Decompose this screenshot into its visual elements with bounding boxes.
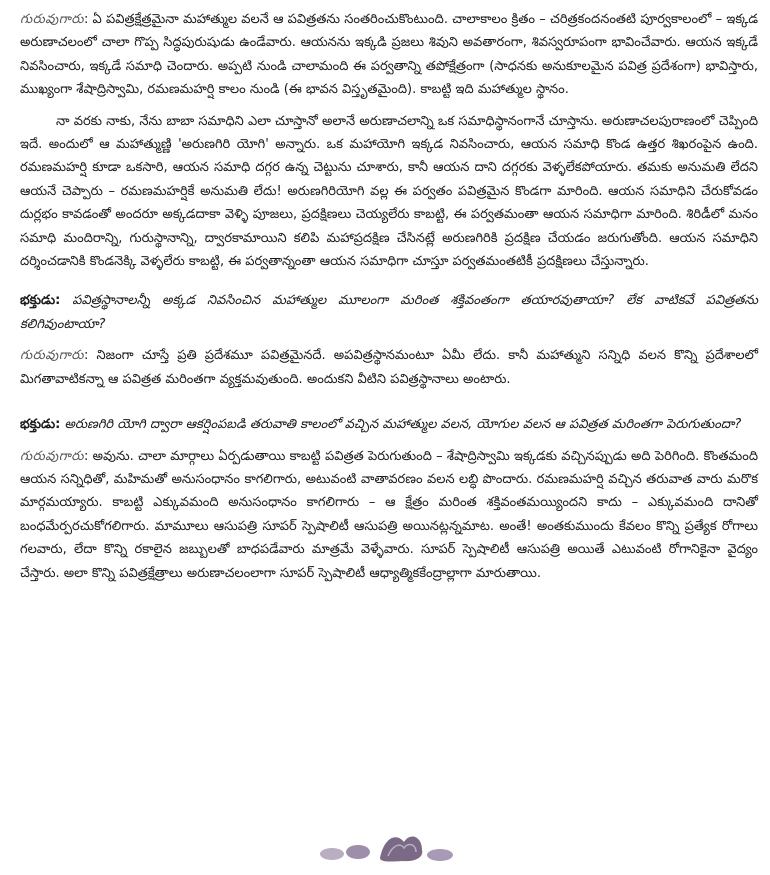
speaker-label: గురువుగారు bbox=[20, 348, 84, 364]
document-body bbox=[20, 8, 758, 585]
paragraph-text: : ఏ పవిత్రక్షేత్రమైనా మహాత్ముల వలనే ఆ పవిత్రతను సంతరించుకొంటుంది. చాలాకాలం క్రితం – చరిత్రకందనంతటి పూర్వకాలంలో – ఇక్కడ అరుణాచలంలో చాలా గొప్ప సిద్ధపురుషుడు ఉండేవారు. ఆయనను ఇక్కడి ప్రజలు శివుని అవతారంగా, శివస్వరూపంగా భావించేవారు. ఆయన ఇక్కడే నివసించారు, ఇక్కడే సమాధి చెందారు. అప్పటి నుండి చాలామంది ఈ పర్వతాన్ని తపోక్షేత్రంగా (సాధనకు అనుకూలమైన పవిత్ర ప్రదేశంగా) భావిస్తారు, ముఖ్యంగా శేషాద్రిస్వామి, రమణమహర్షి కాలం నుండి (ఈ భావన విస్తృతమైంది). కాబట్టి ఇది మహాత్ముల స్థానం. bbox=[20, 12, 758, 98]
question-2 bbox=[20, 413, 758, 436]
question-text: పవిత్రస్థానాలన్నీ అక్కడ నివసించిన మహాత్ముల మూలంగా మరింత శక్తివంతంగా తయారవుతాయా? లేక వాటికవే పవిత్రతను కలిగివుంటాయా? bbox=[20, 293, 758, 332]
answer-text: : నిజంగా చూస్తే ప్రతి ప్రదేశమూ పవిత్రమైనదే. అపవిత్రస్థానమంటూ ఏమీ లేదు. కానీ మహాత్ముని సన్నిధి వలన కొన్ని ప్రదేశాలలో మిగతావాటికన్నా ఆ పవిత్రత మరింతగా వ్యక్తమవుతుంది. అందుకని వీటిని పవిత్రస్థానాలు అంటారు. bbox=[20, 348, 758, 387]
speaker-label: గురువుగారు bbox=[20, 448, 84, 464]
speaker-label: గురువుగారు bbox=[20, 12, 84, 27]
question-1 bbox=[20, 289, 758, 336]
lotus-petals-icon bbox=[318, 828, 458, 864]
answer-text: : అవును. చాలా మార్గాలు ఏర్పడుతాయి కాబట్టి పవిత్రత పెరుగుతుంది – శేషాద్రిస్వామి ఇక్కడకు వచ్చినప్పుడు అది పెరిగింది. కొంతమంది ఆయన సన్నిధితో, మహిమతో అనుసంధానం కాగలిగారు, అటువంటి వాతావరణం వలన లబ్ధి పొందారు. రమణమహర్షి వచ్చిన తరువాత వారు మరొక మార్గమయ్యారు. కాబట్టి ఎక్కువమంది అనుసంధానం కాగలిగారు – ఆ క్షేత్రం మరింత శక్తివంతమయ్యిందని కాదు – ఎక్కువమంది దానితో బంధమేర్పరచుకోగలిగారు. మామూలు ఆసుపత్రి సూపర్ స్పెషాలిటీ ఆసుపత్రి అయినట్లన్నమాట. అంతే! అంతకుముందు కేవలం కొన్ని ప్రత్యేక రోగాలు గలవారు, లేదా కొన్ని రకాలైన జబ్బులతో బాధపడేవారు మాత్రమే వెళ్ళేవారు. సూపర్ స్పెషాలిటీ ఆసుపత్రి అయితే ఎటువంటి రోగానికైనా వైద్యం చేస్తారు. అలా కొన్ని పవిత్రక్షేత్రాలు అరుణాచలంలాగా సూపర్ స్పెషాలిటీ ఆధ్యాత్మికకేంద్రాల్లాగా మారుతాయి. bbox=[20, 448, 758, 581]
question-text: అరుణగిరి యోగి ద్వారా ఆకర్షింపబడి తరువాతి కాలంలో వచ్చిన మహాత్ముల వలన, యోగుల వలన ఆ పవిత్రత మరింతగా పెరుగుతుందా? bbox=[60, 417, 742, 433]
question-label: భక్తుడు: bbox=[20, 417, 61, 433]
answer-1 bbox=[20, 344, 758, 391]
paragraph-2 bbox=[20, 110, 758, 274]
paragraph-text: నా వరకు నాకు, నేను బాబా సమాధిని ఎలా చూస్తానో అలానే అరుణాచలాన్ని ఒక సమాధిస్థానంగానే చూస్తాను. అరుణాచలపురాణంలో చెప్పింది ఇదే. అందులో ఆ మహాత్ముణ్ణి 'అరుణగిరి యోగి' అన్నారు. ఒక మహాయోగి ఇక్కడ నివసించారు, ఆయన సమాధి కొండ ఉత్తర శిఖరంపైన ఉంది. రమణమహర్షి కూడా ఒకసారి, ఆయన సమాధి దగ్గర ఉన్న చెట్టును చూశారు, కానీ ఆయన దాని దగ్గరకు వెళ్ళలేకపోయారు. తమకు అనుమతి లేదని ఆయనే చెప్పారు – రమణమహర్షికే అనుమతి లేదు! అరుణగిరియోగి వల్ల ఈ పర్వతం పవిత్రమైన కొండగా మారింది. ఆయన సమాధిని చేరుకోవడం దుర్లభం కావడంతో అందరూ అక్కడదాకా వెళ్ళి పూజలు, ప్రదక్షిణలు చెయ్యలేరు కాబట్టి, ఈ పర్వతమంతా ఆయన సమాధిగా మారింది. శిరిడీలో మనం సమాధి మందిరాన్ని, గురుస్థానాన్ని, ద్వారకామాయిని కలిపి మహాప్రదక్షిణ చేసినట్లే అరుణగిరికి ప్రదక్షిణ చేయడం జరుగుతోంది. ఆయన సమాధిని దర్శించడానికి కొండనెక్కి వెళ్ళలేరు కాబట్టి, ఈ పర్వతాన్నంతా ఆయన సమాధిగా చూస్తూ పర్వతమంతటికీ ప్రదక్షిణలు చేస్తున్నారు. bbox=[20, 113, 758, 270]
paragraph-1 bbox=[20, 8, 758, 102]
question-label: భక్తుడు: bbox=[20, 293, 61, 309]
answer-2 bbox=[20, 445, 758, 585]
